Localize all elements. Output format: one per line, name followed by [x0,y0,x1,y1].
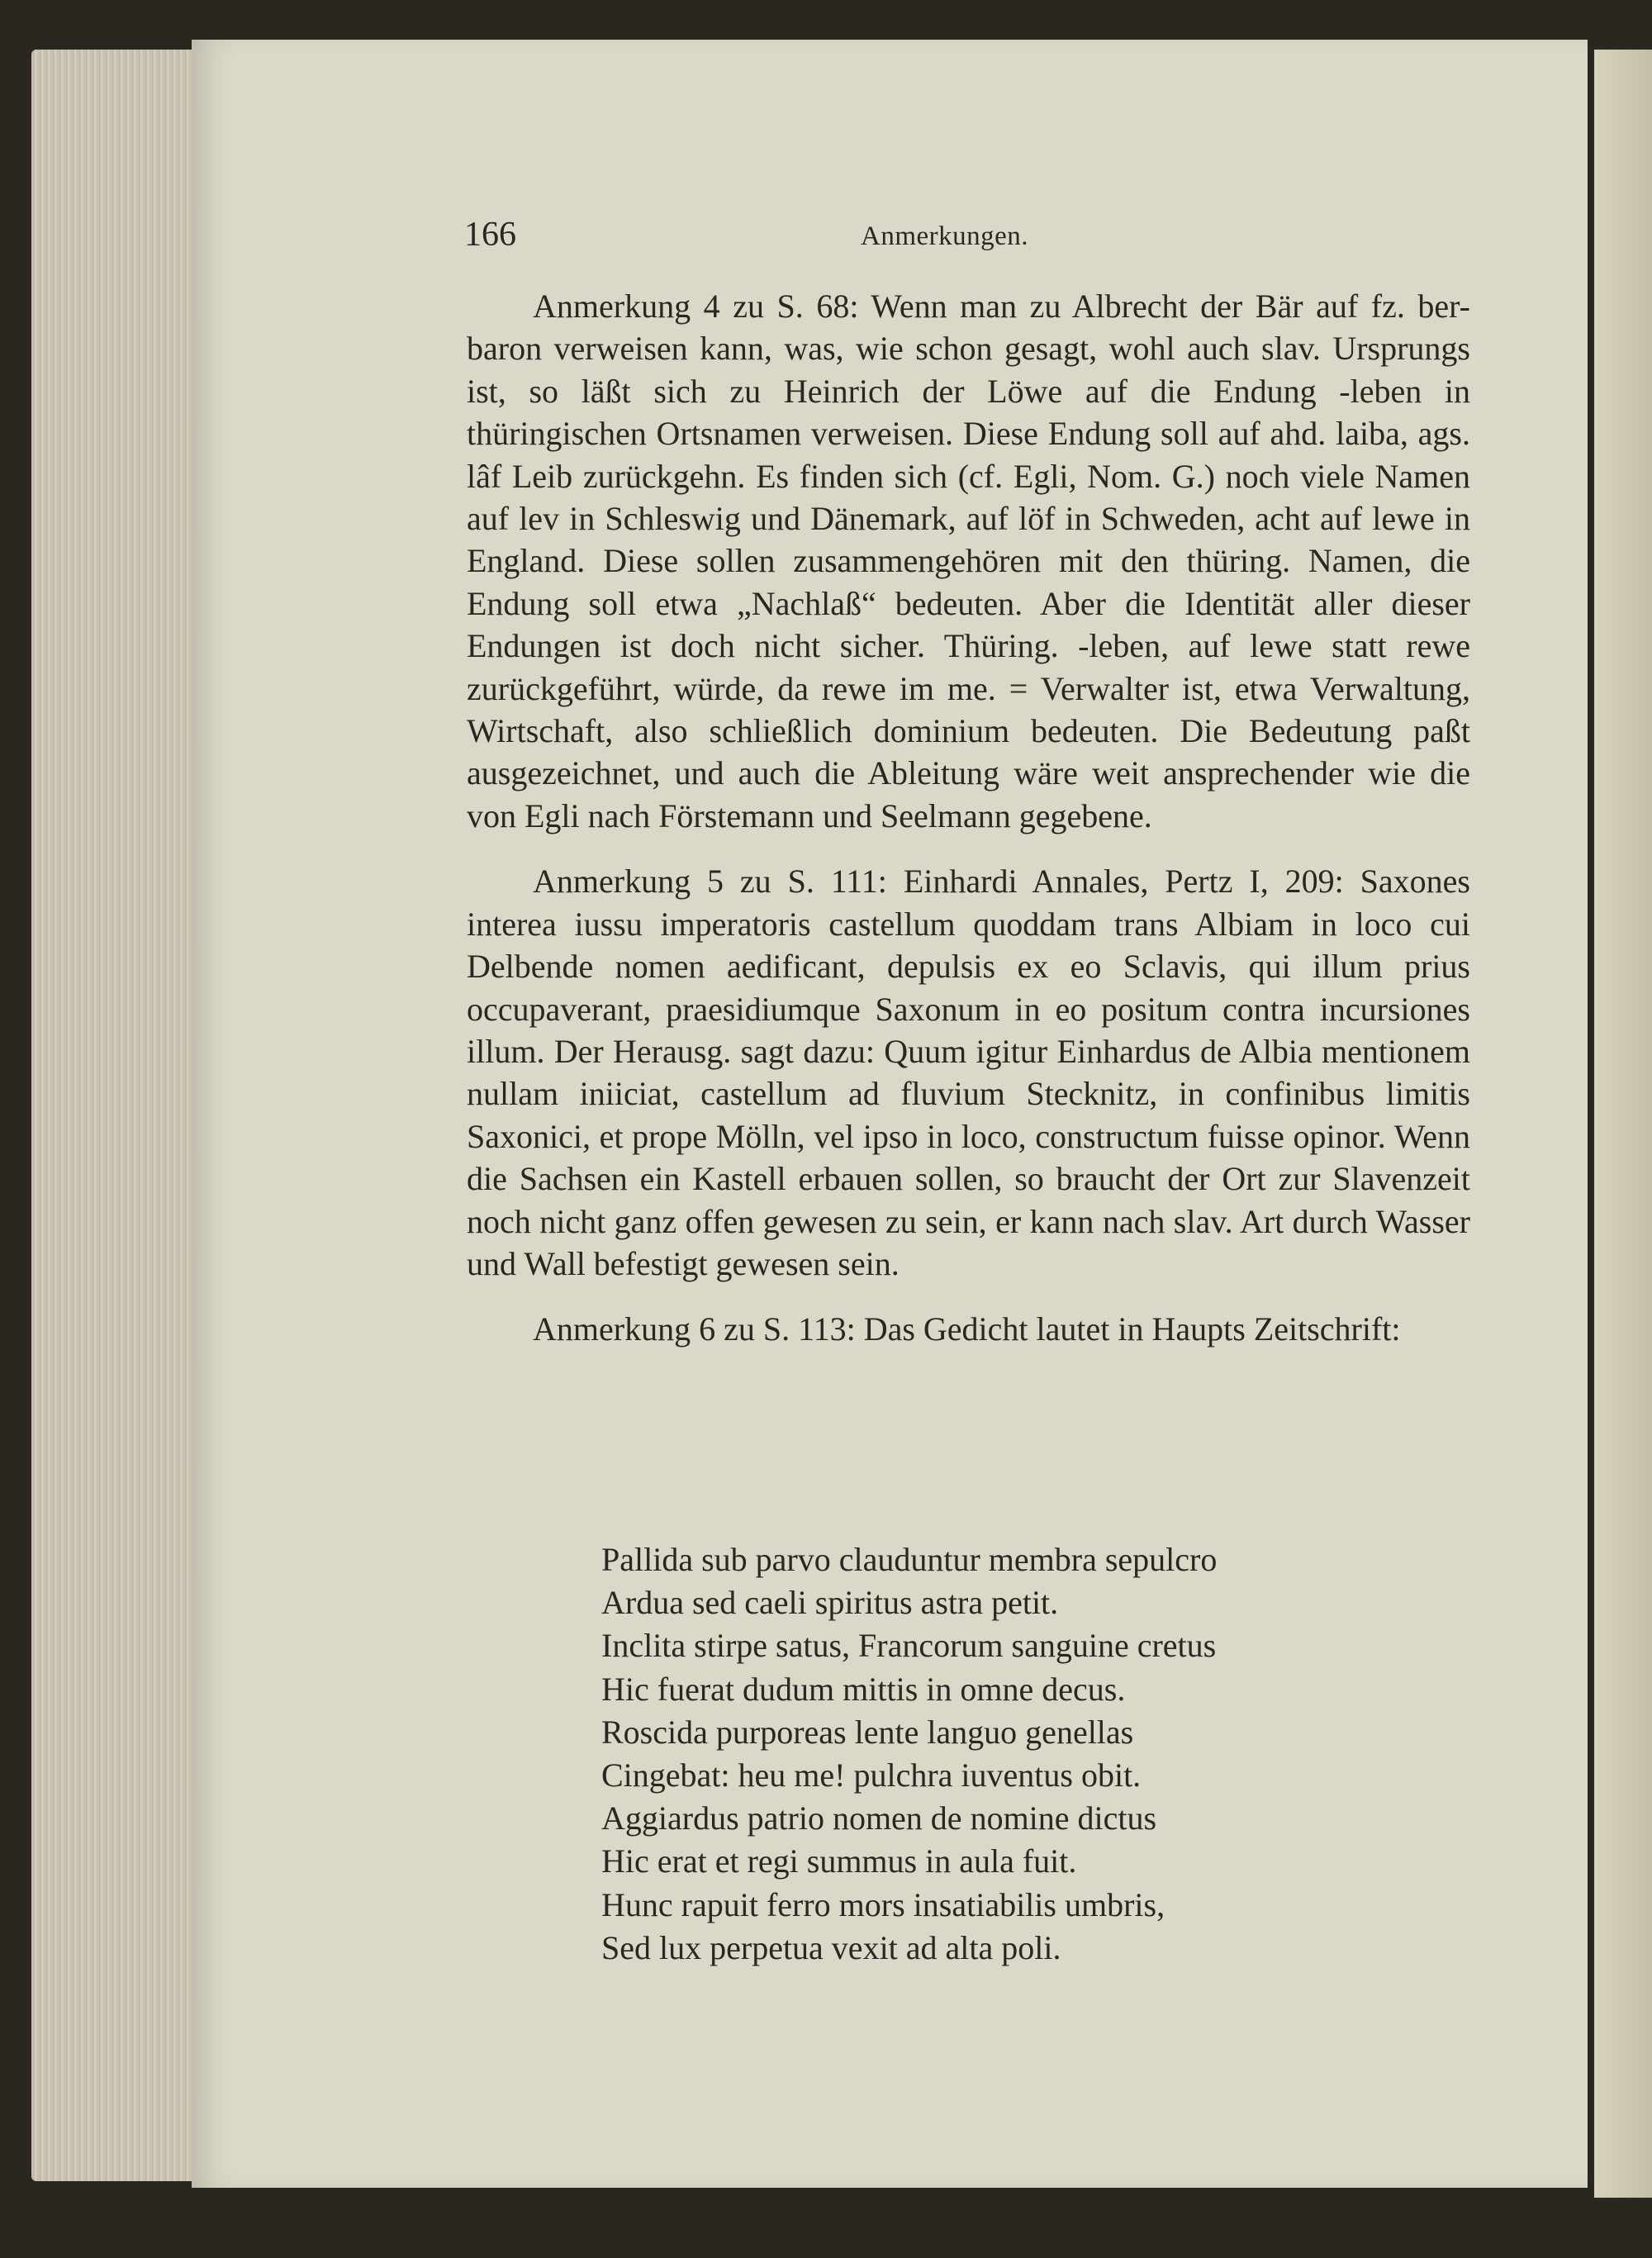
poem-line: Ardua sed caeli spiritus astra petit. [601,1584,1059,1622]
poem-line: Sed lux perpetua vexit ad alta poli. [601,1928,1061,1966]
paragraph-anmerkung-4: Anmerkung 4 zu S. 68: Wenn man zu Albrecht der Bär auf fz. ber-baron verweisen kann, was, wie schon gesagt, wohl auch slav. Ursprungs ist, so läßt sich zu Heinrich der Löwe auf die Endung -leben in thüringischen Ortsnamen verweisen. Diese Endung soll auf ahd. laiba, ags. lâf Leib zurückgehn. Es finden sich (cf. Egli, Nom. G.) noch viele Namen auf lev in Schleswig und Dänemark, auf löf in Schweden, acht auf lewe in England. Diese sollen zusammengehören mit den thüring. Namen, die Endung soll etwa „Nachlaß“ bedeuten. Aber die Identität aller dieser Endungen ist doch nicht sicher. Thüring. -leben, auf lewe statt rewe zurückgeführt, würde, da rewe im me. = Verwalter ist, etwa Verwaltung, Wirtschaft, also schließlich dominium bedeuten. Die Bedeutung paßt ausgezeichnet, und auch die Ableitung wäre weit ansprechender wie die von Egli nach Förstemann und Seelmann gegebene. [467,288,1470,834]
poem-line: Hic fuerat dudum mittis in omne decus. [601,1670,1126,1708]
poem-line: Roscida purporeas lente languo genellas [601,1713,1134,1751]
page-number: 166 [464,216,516,254]
body-text [467,285,1470,1351]
poem-line: Inclita stirpe satus, Francorum sanguine cretus [601,1627,1217,1665]
book-page-edges [31,50,197,2181]
poem [601,1538,1427,1970]
poem-line: Hunc rapuit ferro mors insatiabilis umbris, [601,1885,1165,1923]
running-title: Anmerkungen. [861,221,1029,251]
poem-line: Aggiardus patrio nomen de nomine dictus [601,1799,1157,1837]
paragraph-anmerkung-5: Anmerkung 5 zu S. 111: Einhardi Annales, Pertz I, 209: Saxones interea iussu imperatoris castellum quoddam trans Albiam in loco cui Delbende nomen aedificant, depulsis ex eo Sclavis, qui illum prius occupaverant, praesidiumque Saxonum in eo positum contra incursiones illum. Der Herausg. sagt dazu: Quum igitur Einhardus de Albia mentionem nullam iniiciat, castellum ad fluvium Stecknitz, in confinibus limitis Saxonici, et prope Mölln, vel ipso in loco, constructum fuisse opinor. Wenn die Sachsen ein Kastell erbauen sollen, so braucht der Ort zur Slavenzeit noch nicht ganz offen gewesen zu sein, er kann nach slav. Art durch Wasser und Wall befestigt gewesen sein. [467,863,1470,1282]
poem-line: Hic erat et regi summus in aula fuit. [601,1842,1077,1880]
poem-line: Pallida sub parvo clauduntur membra sepulcro [601,1541,1218,1578]
paragraph-anmerkung-6: Anmerkung 6 zu S. 113: Das Gedicht lautet in Haupts Zeitschrift: [533,1310,1401,1348]
facing-page-edge [1594,50,1652,2198]
running-head [464,215,1455,264]
poem-line: Cingebat: heu me! pulchra iuventus obit. [601,1756,1142,1795]
